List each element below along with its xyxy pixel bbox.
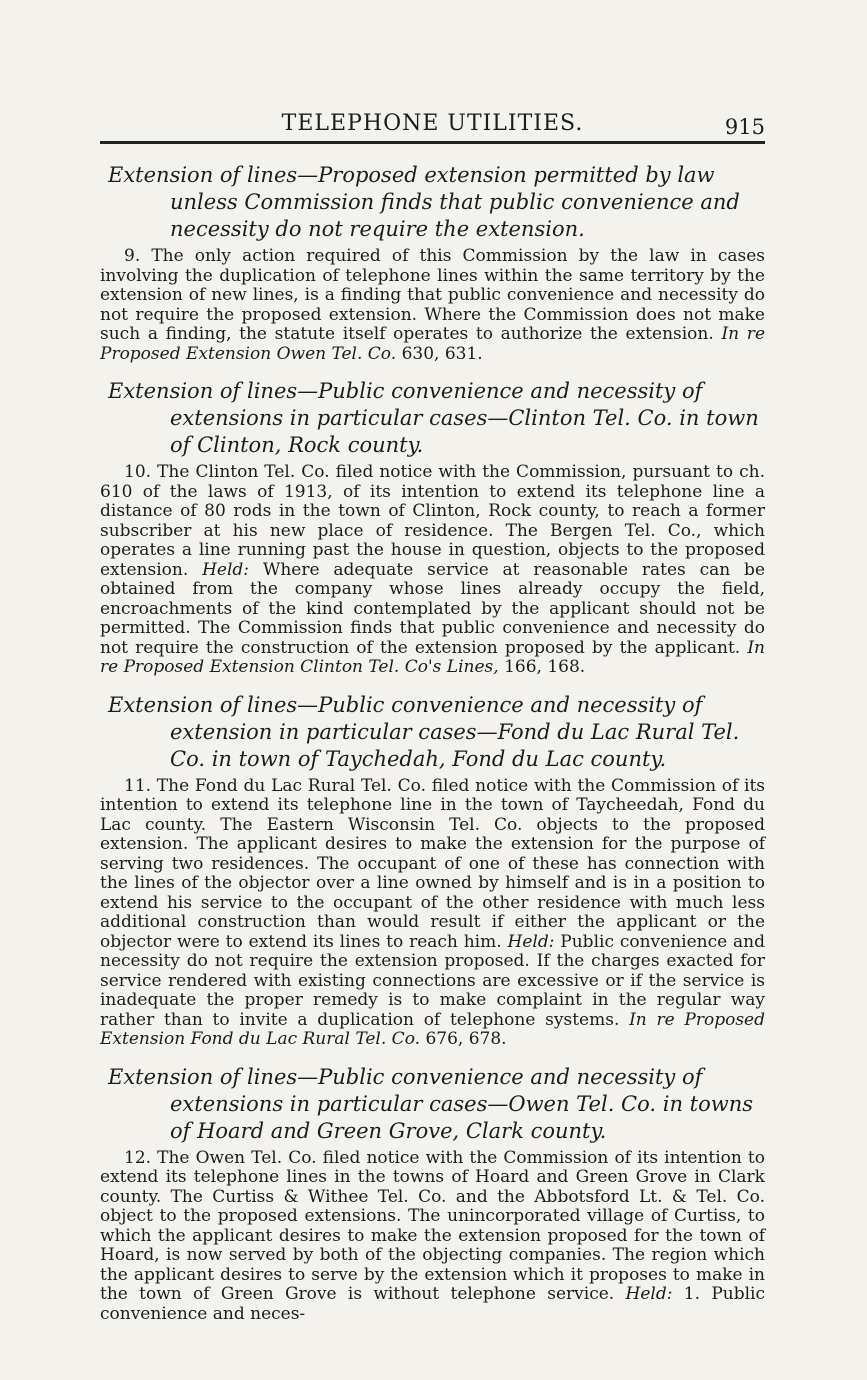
entry-citation: In re Proposed Extension Clinton Tel. Co's Lines, xyxy=(100,637,765,677)
entry-number: 10. xyxy=(124,462,152,482)
entry-pages: 676, 678. xyxy=(425,1029,507,1049)
entry-number: 9. xyxy=(124,246,141,266)
held-label: Held: xyxy=(507,931,555,952)
entry-text: The only action required of this Commission by the law in cases involving the duplication of telephone lines within the same territory by the extension of new lines, is a finding that public convenience and necessity do not require the proposed extension. Where the Commission does not make such a finding, the statute itself operates to authorize the extension. xyxy=(100,246,765,344)
held-label: Held: xyxy=(202,559,250,580)
digest-entry-9 xyxy=(100,162,765,364)
entry-body xyxy=(100,463,765,678)
held-text: 1. Public convenience and neces- xyxy=(100,1284,765,1324)
entry-pages: 630, 631. xyxy=(401,343,483,364)
page-number: 915 xyxy=(724,115,765,139)
entry-heading: Extension of lines—Public convenience and necessity of extension in particular cases—Fond du Lac Rural Tel. Co. in town of Taychedah, Fond du Lac county. xyxy=(108,692,740,771)
document-page xyxy=(100,105,765,1324)
entry-number: 11. xyxy=(124,775,152,796)
digest-entry-12 xyxy=(100,1064,765,1325)
entry-heading: Extension of lines—Proposed extension permitted by law unless Commission finds that public convenience and necessity do not require the extension. xyxy=(108,163,740,241)
entry-heading: Extension of lines—Public convenience and necessity of extensions in particular cases—Owen Tel. Co. in towns of Hoard and Green Grove, Clark county. xyxy=(108,1064,754,1143)
entry-body xyxy=(100,777,765,1050)
digest-entry-10 xyxy=(100,378,765,678)
held-label: Held: xyxy=(625,1284,673,1304)
entry-citation: In re Proposed Extension Owen Tel. Co. xyxy=(100,324,765,364)
entry-body xyxy=(100,247,765,364)
running-title: TELEPHONE UTILITIES. xyxy=(281,111,584,136)
held-text: Where adequate service at reasonable rates can be obtained from the company whose lines already occupy the field, encroachments of the kind contemplated by the applicant should not be permitted. The Commission finds that public convenience and necessity do not require the construction of the extension proposed by the applicant. xyxy=(100,559,766,658)
running-header xyxy=(100,105,765,144)
held-text: Public convenience and necessity do not require the extension proposed. If the charges exacted for service rendered with existing connections are excessive or if the service is inadequate the proper remedy is to make complaint in the regular way rather than to invite a duplication of telephone systems. xyxy=(100,931,765,1030)
entry-number: 12. xyxy=(124,1147,152,1168)
entry-text: The Clinton Tel. Co. filed notice with the Commission, pursuant to ch. 610 of the laws of 1913, of its intention to extend its telephone line a distance of 80 rods in the town of Clinton, Rock county, to reach a former subscriber at his new place of residence. The Bergen Tel. Co., which operates a line running past the house in question, objects to the proposed extension. xyxy=(100,462,765,580)
entry-citation: In re Proposed Extension Fond du Lac Rural Tel. Co. xyxy=(100,1009,765,1049)
entry-body xyxy=(100,1149,765,1325)
entry-text: The Owen Tel. Co. filed notice with the Commission of its intention to extend its telephone lines in the towns of Hoard and Green Grove in Clark county. The Curtiss & Withee Tel. Co. and the Abbotsford Lt. & Tel. Co. object to the proposed extensions. The unincorporated village of Curtiss, to which the applicant desires to make the extension proposed for the town of Hoard, is now served by both of the objecting companies. The region which the applicant desires to serve by the extension which it proposes to make in the town of Green Grove is without telephone service. xyxy=(100,1147,765,1304)
entry-pages: 166, 168. xyxy=(504,657,586,677)
digest-entry-11 xyxy=(100,692,765,1050)
entry-text: The Fond du Lac Rural Tel. Co. filed notice with the Commission of its intention to extend its telephone line in the town of Taycheedah, Fond du Lac county. The Eastern Wisconsin Tel. Co. objects to the proposed extension. The applicant desires to make the extension for the purpose of serving two residences. The occupant of one of these has connection with the lines of the objector over a line owned by himself and is in a position to extend his service to the occupant of the other residence with much less additional construction than would result if either the applicant or the objector were to extend its lines to reach him. xyxy=(100,775,766,952)
entry-heading: Extension of lines—Public convenience and necessity of extensions in particular cases—Clinton Tel. Co. in town of Clinton, Rock county. xyxy=(108,379,759,457)
